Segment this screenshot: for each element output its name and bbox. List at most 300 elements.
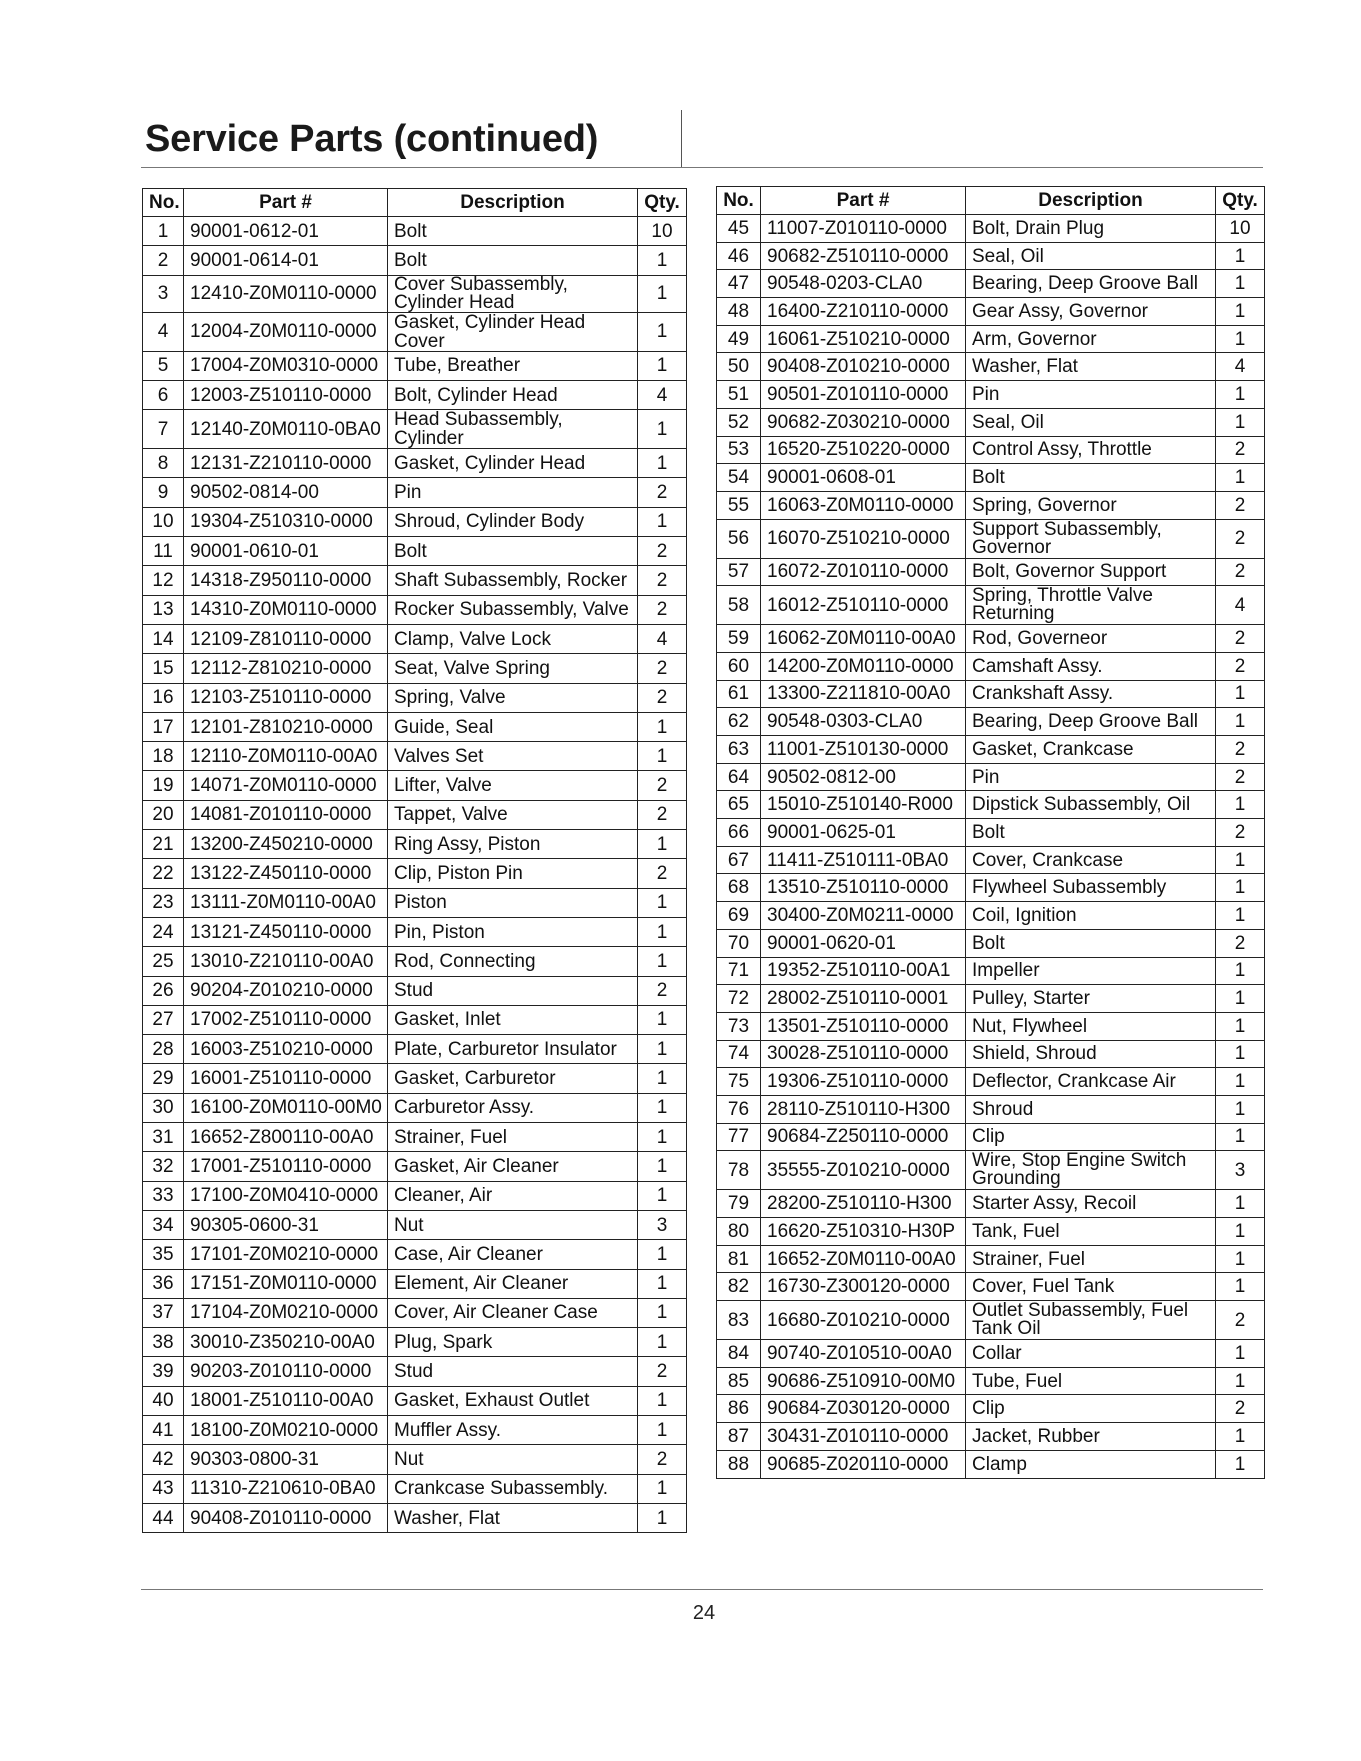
cell-description: Bolt <box>966 819 1216 847</box>
cell-description: Nut <box>388 1445 638 1474</box>
cell-no: 30 <box>143 1093 184 1122</box>
cell-qty: 1 <box>638 1181 687 1210</box>
cell-description: Arm, Governor <box>966 325 1216 353</box>
cell-no: 1 <box>143 217 184 246</box>
table-row <box>717 846 1265 874</box>
cell-part-number: 30028-Z510110-0000 <box>761 1040 966 1068</box>
cell-no: 57 <box>717 558 761 586</box>
cell-qty: 1 <box>1216 381 1265 409</box>
cell-no: 5 <box>143 351 184 380</box>
cell-qty: 1 <box>638 410 687 449</box>
cell-part-number: 12410-Z0M0110-0000 <box>184 275 388 312</box>
cell-part-number: 12109-Z810110-0000 <box>184 624 388 653</box>
cell-no: 24 <box>143 917 184 946</box>
cell-part-number: 14200-Z0M0110-0000 <box>761 652 966 680</box>
cell-qty: 2 <box>638 478 687 507</box>
cell-no: 61 <box>717 680 761 708</box>
cell-part-number: 90502-0812-00 <box>761 763 966 791</box>
cell-qty: 2 <box>1216 1301 1265 1340</box>
cell-qty: 1 <box>638 275 687 312</box>
cell-qty: 1 <box>1216 1095 1265 1123</box>
cell-part-number: 13300-Z211810-00A0 <box>761 680 966 708</box>
cell-part-number: 90685-Z020110-0000 <box>761 1450 966 1478</box>
cell-part-number: 13501-Z510110-0000 <box>761 1012 966 1040</box>
cell-part-number: 16001-Z510110-0000 <box>184 1064 388 1093</box>
cell-part-number: 90203-Z010110-0000 <box>184 1357 388 1386</box>
cell-part-number: 13200-Z450210-0000 <box>184 830 388 859</box>
cell-part-number: 12103-Z510110-0000 <box>184 683 388 712</box>
cell-part-number: 16062-Z0M0110-00A0 <box>761 625 966 653</box>
cell-description: Bearing, Deep Groove Ball <box>966 708 1216 736</box>
cell-part-number: 14081-Z010110-0000 <box>184 800 388 829</box>
cell-description: Tappet, Valve <box>388 800 638 829</box>
cell-description: Clip, Piston Pin <box>388 859 638 888</box>
cell-qty: 1 <box>1216 1012 1265 1040</box>
cell-part-number: 90408-Z010210-0000 <box>761 353 966 381</box>
cell-no: 22 <box>143 859 184 888</box>
cell-no: 36 <box>143 1269 184 1298</box>
cell-part-number: 90204-Z010210-0000 <box>184 976 388 1005</box>
table-row <box>143 947 687 976</box>
table-row <box>143 1210 687 1239</box>
cell-description: Tube, Fuel <box>966 1367 1216 1395</box>
cell-part-number: 16652-Z800110-00A0 <box>184 1123 388 1152</box>
cell-no: 6 <box>143 380 184 409</box>
cell-no: 52 <box>717 408 761 436</box>
cell-part-number: 15010-Z510140-R000 <box>761 791 966 819</box>
cell-qty: 10 <box>638 217 687 246</box>
cell-part-number: 11007-Z010110-0000 <box>761 215 966 243</box>
cell-part-number: 16680-Z010210-0000 <box>761 1301 966 1340</box>
cell-description: Muffler Assy. <box>388 1415 638 1444</box>
cell-qty: 1 <box>638 742 687 771</box>
cell-description: Bolt <box>388 537 638 566</box>
cell-description: Spring, Valve <box>388 683 638 712</box>
cell-description: Plate, Carburetor Insulator <box>388 1035 638 1064</box>
cell-no: 21 <box>143 830 184 859</box>
cell-qty: 1 <box>638 1123 687 1152</box>
table-row <box>143 683 687 712</box>
table-row <box>717 1040 1265 1068</box>
table-row <box>717 491 1265 519</box>
cell-qty: 1 <box>638 312 687 351</box>
cell-no: 56 <box>717 519 761 558</box>
cell-description: Clamp <box>966 1450 1216 1478</box>
cell-no: 86 <box>717 1395 761 1423</box>
cell-qty: 1 <box>638 1240 687 1269</box>
cell-description: Spring, Governor <box>966 491 1216 519</box>
cell-description: Strainer, Fuel <box>966 1245 1216 1273</box>
cell-part-number: 16730-Z300120-0000 <box>761 1273 966 1301</box>
cell-description: Stud <box>388 1357 638 1386</box>
cell-no: 14 <box>143 624 184 653</box>
table-row <box>717 270 1265 298</box>
cell-description: Strainer, Fuel <box>388 1123 638 1152</box>
cell-no: 83 <box>717 1301 761 1340</box>
table-row <box>717 680 1265 708</box>
table-row <box>143 312 687 351</box>
cell-description: Pin <box>966 381 1216 409</box>
table-row <box>717 1012 1265 1040</box>
cell-description: Carburetor Assy. <box>388 1093 638 1122</box>
cell-part-number: 16063-Z0M0110-0000 <box>761 491 966 519</box>
cell-part-number: 16070-Z510210-0000 <box>761 519 966 558</box>
cell-qty: 1 <box>638 917 687 946</box>
cell-no: 13 <box>143 595 184 624</box>
cell-no: 47 <box>717 270 761 298</box>
table-row <box>717 957 1265 985</box>
cell-part-number: 90001-0614-01 <box>184 246 388 275</box>
table-row <box>143 537 687 566</box>
table-row <box>717 874 1265 902</box>
cell-part-number: 13010-Z210110-00A0 <box>184 947 388 976</box>
table-row <box>143 1181 687 1210</box>
cell-no: 20 <box>143 800 184 829</box>
cell-no: 35 <box>143 1240 184 1269</box>
cell-no: 45 <box>717 215 761 243</box>
table-row <box>717 381 1265 409</box>
title-rule <box>141 167 1263 168</box>
cell-qty: 1 <box>1216 270 1265 298</box>
cell-no: 44 <box>143 1503 184 1532</box>
cell-qty: 2 <box>1216 625 1265 653</box>
cell-qty: 2 <box>638 595 687 624</box>
table-row <box>143 1386 687 1415</box>
cell-qty: 2 <box>1216 929 1265 957</box>
cell-part-number: 90684-Z030120-0000 <box>761 1395 966 1423</box>
cell-no: 32 <box>143 1152 184 1181</box>
cell-qty: 2 <box>638 976 687 1005</box>
cell-part-number: 30431-Z010110-0000 <box>761 1423 966 1451</box>
table-row <box>717 1123 1265 1151</box>
cell-no: 2 <box>143 246 184 275</box>
cell-no: 46 <box>717 242 761 270</box>
cell-description: Washer, Flat <box>966 353 1216 381</box>
cell-part-number: 14318-Z950110-0000 <box>184 566 388 595</box>
cell-qty: 1 <box>1216 1450 1265 1478</box>
cell-description: Gasket, Air Cleaner <box>388 1152 638 1181</box>
cell-no: 50 <box>717 353 761 381</box>
cell-no: 70 <box>717 929 761 957</box>
cell-description: Bolt, Cylinder Head <box>388 380 638 409</box>
cell-qty: 1 <box>1216 708 1265 736</box>
table-row <box>143 351 687 380</box>
header-qty: Qty. <box>638 189 687 217</box>
cell-part-number: 13121-Z450110-0000 <box>184 917 388 946</box>
cell-no: 9 <box>143 478 184 507</box>
header-no: No. <box>717 187 761 215</box>
cell-qty: 1 <box>1216 298 1265 326</box>
cell-qty: 1 <box>1216 408 1265 436</box>
cell-no: 34 <box>143 1210 184 1239</box>
description-text: Spring, Throttle Valve Returning <box>972 585 1153 625</box>
table-row <box>143 1123 687 1152</box>
cell-no: 84 <box>717 1340 761 1368</box>
cell-qty: 1 <box>1216 985 1265 1013</box>
table-row <box>143 1298 687 1327</box>
cell-no: 31 <box>143 1123 184 1152</box>
cell-no: 33 <box>143 1181 184 1210</box>
cell-no: 16 <box>143 683 184 712</box>
cell-qty: 1 <box>638 1093 687 1122</box>
cell-qty: 2 <box>1216 1395 1265 1423</box>
cell-qty: 1 <box>638 1269 687 1298</box>
cell-description: Valves Set <box>388 742 638 771</box>
cell-description: Shaft Subassembly, Rocker <box>388 566 638 595</box>
cell-part-number: 28110-Z510110-H300 <box>761 1095 966 1123</box>
cell-no: 17 <box>143 712 184 741</box>
cell-description: Gasket, Cylinder Head <box>388 449 638 478</box>
cell-description: Plug, Spark <box>388 1328 638 1357</box>
cell-description: Seat, Valve Spring <box>388 654 638 683</box>
table-row <box>143 478 687 507</box>
cell-qty: 2 <box>1216 436 1265 464</box>
cell-description: Flywheel Subassembly <box>966 874 1216 902</box>
cell-description: Seal, Oil <box>966 242 1216 270</box>
table-header-row <box>143 189 687 217</box>
cell-qty: 2 <box>638 1357 687 1386</box>
cell-part-number: 16400-Z210110-0000 <box>761 298 966 326</box>
cell-description: Head Subassembly, Cylinder <box>388 410 638 449</box>
cell-no: 71 <box>717 957 761 985</box>
cell-part-number: 90740-Z010510-00A0 <box>761 1340 966 1368</box>
cell-qty: 1 <box>638 947 687 976</box>
cell-qty: 2 <box>1216 491 1265 519</box>
cell-no: 66 <box>717 819 761 847</box>
cell-description: Bolt <box>388 246 638 275</box>
cell-description: Tank, Fuel <box>966 1218 1216 1246</box>
cell-description: Cleaner, Air <box>388 1181 638 1210</box>
table-row <box>143 800 687 829</box>
cell-part-number: 19306-Z510110-0000 <box>761 1068 966 1096</box>
cell-description <box>966 1151 1216 1190</box>
table-row <box>143 859 687 888</box>
table-row <box>143 1093 687 1122</box>
page-number: 24 <box>692 1602 716 1624</box>
cell-description: Gasket, Cylinder Head Cover <box>388 312 638 351</box>
cell-no: 58 <box>717 586 761 625</box>
cell-qty: 2 <box>638 566 687 595</box>
cell-qty: 2 <box>638 537 687 566</box>
cell-description: Shroud, Cylinder Body <box>388 507 638 536</box>
cell-qty: 2 <box>638 1445 687 1474</box>
cell-description: Bolt, Drain Plug <box>966 215 1216 243</box>
cell-no: 74 <box>717 1040 761 1068</box>
cell-qty: 2 <box>1216 519 1265 558</box>
table-row <box>143 380 687 409</box>
cell-qty: 2 <box>638 683 687 712</box>
cell-no: 81 <box>717 1245 761 1273</box>
cell-part-number: 14310-Z0M0110-0000 <box>184 595 388 624</box>
cell-description: Camshaft Assy. <box>966 652 1216 680</box>
cell-description: Lifter, Valve <box>388 771 638 800</box>
cell-description: Gear Assy, Governor <box>966 298 1216 326</box>
cell-part-number: 11310-Z210610-0BA0 <box>184 1474 388 1503</box>
cell-no: 76 <box>717 1095 761 1123</box>
cell-part-number: 11411-Z510111-0BA0 <box>761 846 966 874</box>
cell-description: Rod, Connecting <box>388 947 638 976</box>
cell-part-number: 90682-Z030210-0000 <box>761 408 966 436</box>
parts-table-right <box>716 186 1265 1479</box>
cell-qty: 1 <box>638 1386 687 1415</box>
cell-qty: 1 <box>638 507 687 536</box>
cell-description: Piston <box>388 888 638 917</box>
cell-qty: 1 <box>1216 1190 1265 1218</box>
cell-description: Gasket, Inlet <box>388 1005 638 1034</box>
cell-part-number: 16003-Z510210-0000 <box>184 1035 388 1064</box>
cell-no: 55 <box>717 491 761 519</box>
table-row <box>717 1068 1265 1096</box>
cell-description: Stud <box>388 976 638 1005</box>
cell-part-number: 12101-Z810210-0000 <box>184 712 388 741</box>
cell-description: Pin <box>966 763 1216 791</box>
cell-qty: 2 <box>638 800 687 829</box>
table-row <box>143 1240 687 1269</box>
cell-no: 62 <box>717 708 761 736</box>
cell-qty: 2 <box>1216 763 1265 791</box>
table-row <box>143 1035 687 1064</box>
cell-qty: 1 <box>1216 957 1265 985</box>
cell-no: 82 <box>717 1273 761 1301</box>
cell-no: 18 <box>143 742 184 771</box>
table-row <box>143 566 687 595</box>
table-row <box>143 449 687 478</box>
table-row <box>717 819 1265 847</box>
table-row <box>143 712 687 741</box>
cell-no: 80 <box>717 1218 761 1246</box>
table-row <box>143 624 687 653</box>
cell-qty: 1 <box>1216 680 1265 708</box>
table-row <box>717 1395 1265 1423</box>
table-row <box>143 1445 687 1474</box>
table-row <box>143 1415 687 1444</box>
cell-description: Bolt, Governor Support <box>966 558 1216 586</box>
cell-qty: 1 <box>638 1474 687 1503</box>
cell-no: 42 <box>143 1445 184 1474</box>
table-row <box>143 1005 687 1034</box>
table-row <box>143 217 687 246</box>
cell-no: 27 <box>143 1005 184 1034</box>
cell-qty: 1 <box>1216 1367 1265 1395</box>
table-row <box>717 625 1265 653</box>
cell-no: 8 <box>143 449 184 478</box>
table-row <box>143 888 687 917</box>
cell-no: 25 <box>143 947 184 976</box>
cell-qty: 3 <box>638 1210 687 1239</box>
cell-qty: 1 <box>638 1064 687 1093</box>
table-row <box>717 325 1265 353</box>
parts-table-left-body <box>143 217 687 1533</box>
cell-part-number: 12110-Z0M0110-00A0 <box>184 742 388 771</box>
cell-part-number: 90408-Z010110-0000 <box>184 1503 388 1532</box>
cell-part-number: 12131-Z210110-0000 <box>184 449 388 478</box>
cell-description: Case, Air Cleaner <box>388 1240 638 1269</box>
cell-no: 73 <box>717 1012 761 1040</box>
cell-qty: 1 <box>638 1298 687 1327</box>
cell-description: Pin, Piston <box>388 917 638 946</box>
cell-part-number: 12140-Z0M0110-0BA0 <box>184 410 388 449</box>
table-row <box>143 742 687 771</box>
table-row <box>717 763 1265 791</box>
table-row <box>717 1273 1265 1301</box>
cell-part-number: 13122-Z450110-0000 <box>184 859 388 888</box>
cell-description: Clamp, Valve Lock <box>388 624 638 653</box>
cell-description: Crankshaft Assy. <box>966 680 1216 708</box>
cell-part-number: 30010-Z350210-00A0 <box>184 1328 388 1357</box>
cell-part-number: 90501-Z010110-0000 <box>761 381 966 409</box>
cell-no: 88 <box>717 1450 761 1478</box>
table-row <box>717 464 1265 492</box>
cell-no: 3 <box>143 275 184 312</box>
cell-no: 85 <box>717 1367 761 1395</box>
cell-part-number: 90305-0600-31 <box>184 1210 388 1239</box>
table-row <box>143 654 687 683</box>
cell-no: 4 <box>143 312 184 351</box>
cell-qty: 1 <box>638 1152 687 1181</box>
table-row <box>143 1064 687 1093</box>
cell-qty: 2 <box>638 859 687 888</box>
cell-qty: 1 <box>1216 1218 1265 1246</box>
cell-description: Rod, Governeor <box>966 625 1216 653</box>
table-row <box>717 1190 1265 1218</box>
cell-description: Crankcase Subassembly. <box>388 1474 638 1503</box>
cell-no: 64 <box>717 763 761 791</box>
cell-description: Element, Air Cleaner <box>388 1269 638 1298</box>
cell-no: 72 <box>717 985 761 1013</box>
table-header-row <box>717 187 1265 215</box>
description-text: Outlet Subassembly, Fuel Tank Oil <box>972 1300 1189 1340</box>
cell-part-number: 17151-Z0M0110-0000 <box>184 1269 388 1298</box>
table-row <box>143 595 687 624</box>
cell-part-number: 90502-0814-00 <box>184 478 388 507</box>
table-row <box>717 929 1265 957</box>
cell-qty: 1 <box>638 888 687 917</box>
parts-table-right-body <box>717 215 1265 1479</box>
cell-qty: 2 <box>1216 652 1265 680</box>
cell-qty: 1 <box>1216 1340 1265 1368</box>
cell-part-number: 13111-Z0M0110-00A0 <box>184 888 388 917</box>
cell-part-number: 90001-0612-01 <box>184 217 388 246</box>
cell-no: 7 <box>143 410 184 449</box>
cell-part-number: 90682-Z510110-0000 <box>761 242 966 270</box>
table-row <box>143 1503 687 1532</box>
cell-description: Shroud <box>966 1095 1216 1123</box>
table-row <box>717 408 1265 436</box>
cell-description: Cover, Fuel Tank <box>966 1273 1216 1301</box>
cell-qty: 1 <box>1216 1245 1265 1273</box>
cell-description: Dipstick Subassembly, Oil <box>966 791 1216 819</box>
cell-no: 68 <box>717 874 761 902</box>
table-row <box>717 1340 1265 1368</box>
cell-part-number: 28002-Z510110-0001 <box>761 985 966 1013</box>
cell-qty: 1 <box>638 712 687 741</box>
cell-qty: 1 <box>1216 902 1265 930</box>
cell-qty: 1 <box>1216 791 1265 819</box>
cell-part-number: 17002-Z510110-0000 <box>184 1005 388 1034</box>
cell-qty: 3 <box>1216 1151 1265 1190</box>
cell-qty: 1 <box>638 351 687 380</box>
cell-part-number: 90548-0303-CLA0 <box>761 708 966 736</box>
table-row <box>717 1151 1265 1190</box>
cell-part-number: 14071-Z0M0110-0000 <box>184 771 388 800</box>
cell-description: Ring Assy, Piston <box>388 830 638 859</box>
cell-no: 78 <box>717 1151 761 1190</box>
cell-part-number: 16520-Z510220-0000 <box>761 436 966 464</box>
cell-part-number: 17101-Z0M0210-0000 <box>184 1240 388 1269</box>
cell-qty: 4 <box>638 380 687 409</box>
cell-qty: 1 <box>1216 1423 1265 1451</box>
parts-table-left <box>142 188 687 1533</box>
